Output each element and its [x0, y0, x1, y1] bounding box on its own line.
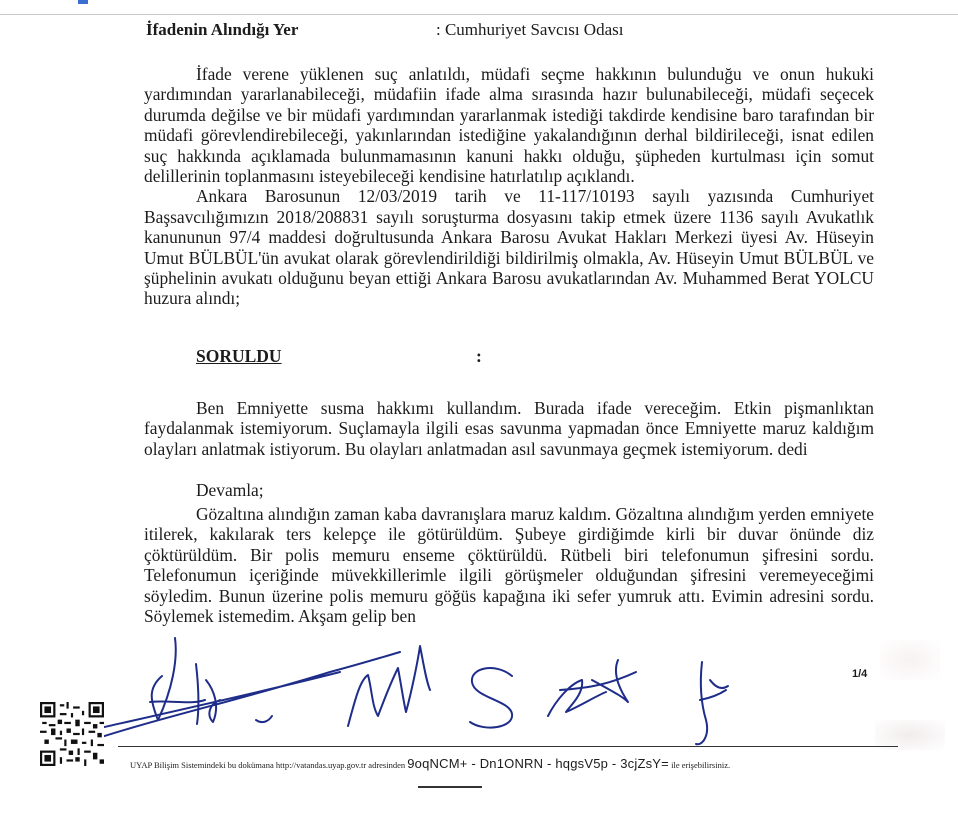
signature-2 — [348, 646, 430, 726]
custody-paragraph — [144, 504, 874, 626]
qr-code-icon — [40, 702, 104, 766]
statement-location-row — [146, 20, 623, 40]
rights-paragraph: İfade verene yüklenen suç anlatıldı, müdafi seçme hakkının bulunduğu ve onun hukuki yardımından yararlanabileceği, müdafiin ifade alma sırasında hazır bulunabileceği, müdafi seçecek durumda değilse ve bir müdafi yardımından yararlanmak istediği takdirde kendisine baro tarafından bir müdafi görevlendirebileceği, yakınlarından istediğine yakalandığının derhal bildirileceği, isnat edilen suç hakkında açıklamada bulunmamasının kanuni hakkı olduğu, şüpheden kurtulması için somut delillerinin toplanmasını isteyebileceği kendisine hatırlatılıp açıklandı. — [144, 64, 874, 187]
bottom-dash — [418, 786, 482, 788]
signature-1 — [80, 638, 400, 744]
section-heading — [196, 346, 481, 367]
signature-3 — [470, 668, 512, 728]
statement-location-label: İfadenin Alındığı Yer — [146, 20, 299, 39]
footer-suffix: ile erişebilirsiniz. — [671, 760, 731, 770]
signature-1-tick — [256, 716, 272, 722]
page-number: 1/4 — [852, 668, 868, 680]
rights-paragraphs — [144, 64, 874, 309]
stamp-smudge-upper — [880, 640, 940, 680]
section-heading-text: SORULDU — [196, 346, 282, 366]
corner-mark — [78, 0, 88, 4]
footer-divider — [118, 746, 898, 747]
statement-location-value: : Cumhuriyet Savcısı Odası — [436, 20, 624, 39]
footer-prefix: UYAP Bilişim Sistemindeki bu dokümana http://vatandas.uyap.gov.tr adresinden — [130, 760, 406, 770]
footer-code: 9oqNCM+ - Dn1ONRN - hqgsV5p - 3cjZsY= — [407, 756, 669, 771]
top-divider — [0, 14, 958, 15]
lawyer-paragraph: Ankara Barosunun 12/03/2019 tarih ve 11-117/10193 sayılı yazısında Cumhuriyet Başsavcılığımızın 2018/208831 sayılı soruşturma dosyasını takip etmek üzere 1136 sayılı Avukatlık kanununun 97/4 maddesi doğrultusunda Ankara Barosu Avukat Hakları Merkezi üyesi Av. Hüseyin Umut BÜLBÜL'ün avukat olarak görevlendirildiği bildirilmiş olmakla, Av. Hüseyin Umut BÜLBÜL ve şüphelinin avukatı olduğunu beyan ettiği Ankara Barosu avukatlarından Av. Muhammed Berat YOLCU huzura alındı; — [144, 186, 874, 309]
signature-5 — [696, 662, 728, 744]
statement-text: Ben Emniyette susma hakkımı kullandım. Burada ifade vereceğim. Etkin pişmanlıktan faydalanmak istemiyorum. Suçlamayla ilgili esas savunma yapmadan önce Emniyette maruz kaldığım olayları anlatmak istiyorum. Bu olayları anlatmadan asıl savunmaya geçmek istemiyorum. dedi — [144, 398, 874, 459]
signature-4 — [548, 660, 636, 716]
continuation-label: Devamla; — [196, 480, 264, 500]
statement-paragraph — [144, 398, 874, 459]
section-heading-colon: : — [476, 346, 482, 366]
footer-verification — [130, 756, 730, 771]
custody-text: Gözaltına alındığın zaman kaba davranışlara maruz kaldım. Gözaltına alındığım yerden emniyete itilerek, kakılarak ters kelepçe ile götürüldüm. Şubeye girdiğimde kirli bir duvar önünde diz çöktürüldüm. Bir polis memuru enseme çöktürüldü. Rütbeli biri telefonumun şifresini sordu. Telefonumun içeriğinde müvekkillerimle ilgili görüşmeler olduğundan şifresini veremeyeceğimi söyledim. Bunun üzerine polis memuru göğüs kapağına iki sefer yumruk attı. Evimin adresini sordu. Söylemek istemedim. Akşam gelip ben — [144, 504, 874, 627]
